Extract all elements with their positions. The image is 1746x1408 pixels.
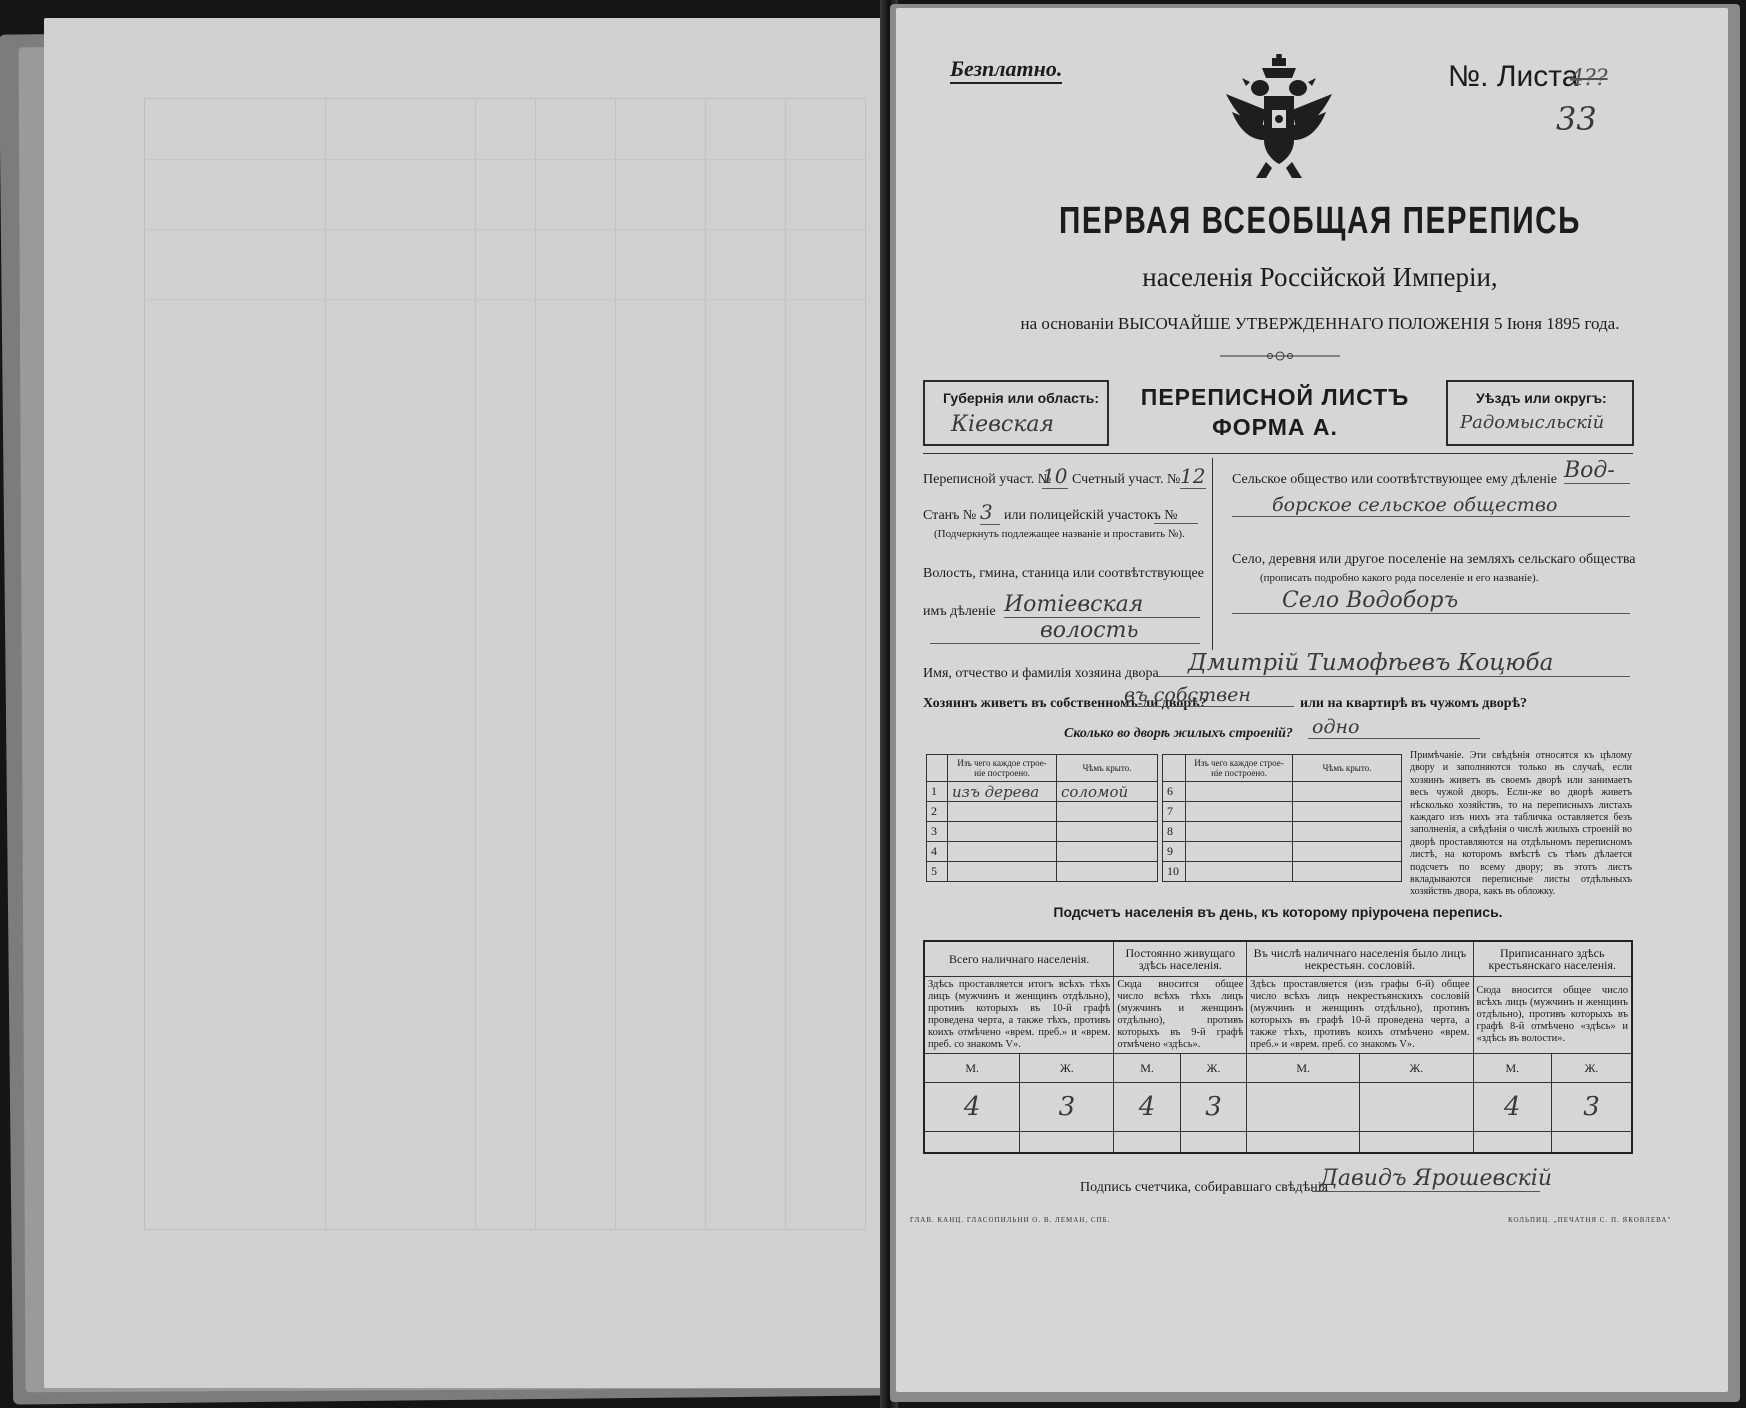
- row-number: 8: [1163, 822, 1186, 842]
- row-number: 9: [1163, 842, 1186, 862]
- population-col-desc: Здѣсь проставляется итогъ всѣхъ тѣхъ лицъ (мужчинъ и женщинъ отдѣльно), противъ которыхъ въ 10-й графѣ проведена черта, а также тѣхъ, противъ коихъ отмѣчено «врем. преб.» и «врем. преб. со знакомъ V».: [924, 977, 1114, 1054]
- col-roof: Чѣмъ крыто.: [1057, 755, 1158, 782]
- buildings-label: Сколько во дворѣ жилыхъ строеній?: [1064, 726, 1293, 741]
- female-label: Ж.: [1020, 1054, 1114, 1083]
- male-count: 4: [1114, 1083, 1180, 1132]
- sheet-number-crossed: 4??: [1570, 66, 1608, 91]
- police-note: (Подчеркнуть подлежащее названіе и проставить №).: [934, 528, 1185, 540]
- row-material: [1186, 822, 1293, 842]
- female-label: Ж.: [1552, 1054, 1632, 1083]
- form-title-line1: ПЕРЕПИСНОЙ ЛИСТЪ: [1140, 384, 1410, 410]
- female-count: 3: [1180, 1083, 1246, 1132]
- left-page-faint-grid: [144, 98, 866, 1230]
- police-value-line: [1154, 522, 1198, 524]
- gubernia-value: Кіевская: [951, 412, 1055, 437]
- male-count: [1247, 1083, 1360, 1132]
- uezd-box: [1446, 380, 1634, 446]
- count-district-label: Счетный участ. №: [1072, 472, 1181, 487]
- page-subtitle: населенія Россійской Имперіи,: [1142, 262, 1498, 292]
- owner-name-label: Имя, отчество и фамилія хозяина двора: [923, 666, 1159, 681]
- row-material: [948, 802, 1057, 822]
- row-number: 4: [927, 842, 948, 862]
- row-material: [948, 822, 1057, 842]
- census-district-value: 10: [1042, 464, 1068, 488]
- free-label: Безплатно.: [950, 56, 1062, 84]
- male-label: М.: [1247, 1054, 1360, 1083]
- volost-value-line1: Иотіевская: [1004, 592, 1200, 618]
- female-count: 3: [1020, 1083, 1114, 1132]
- row-material: [948, 842, 1057, 862]
- blank-cell: [1552, 1132, 1632, 1154]
- buildings-row: [1163, 802, 1402, 822]
- buildings-row: [927, 802, 1158, 822]
- buildings-row: [927, 862, 1158, 882]
- row-number: 6: [1163, 782, 1186, 802]
- row-material: [1186, 802, 1293, 822]
- population-col-header: Постоянно живущаго здѣсь населенія.: [1114, 941, 1247, 977]
- population-col-desc: Сюда вносится общее число всѣхъ лицъ (мужчинъ и женщинъ отдѣльно), противъ которыхъ въ графѣ 8-й отмѣчено «здѣсь» и «здѣсь въ волости».: [1473, 977, 1632, 1054]
- buildings-value: одно: [1308, 716, 1480, 739]
- population-col-desc: Сюда вносится общее число всѣхъ тѣхъ лицъ (мужчинъ и женщинъ отдѣльно), противъ которыхъ въ 9-й графѣ отмѣчено «здѣсь».: [1114, 977, 1247, 1054]
- police-label: или полицейскій участокъ №: [1004, 508, 1178, 523]
- buildings-table-left: [926, 754, 1158, 882]
- female-count: [1360, 1083, 1473, 1132]
- population-col-desc: Здѣсь проставляется (изъ графы 6-й) общее число всѣхъ лицъ некрестьянскихъ сословій (мужчинъ и женщинъ отдѣльно), противъ которыхъ въ графѣ 10-й проведена черта, а также тѣхъ, противъ коихъ отмѣчено «врем. преб.» и «врем. преб. со знакомъ V».: [1247, 977, 1473, 1054]
- row-material: [1186, 862, 1293, 882]
- stan-label: Станъ №: [923, 508, 977, 523]
- row-roof: [1293, 782, 1402, 802]
- male-label: М.: [1114, 1054, 1180, 1083]
- row-material: [948, 862, 1057, 882]
- owner-name-value: Дмитрій Тимофѣевъ Коцюба: [1158, 650, 1630, 677]
- blank-cell: [924, 1132, 1020, 1154]
- buildings-row: [1163, 842, 1402, 862]
- row-material: [1186, 782, 1293, 802]
- population-col-header: Приписаннаго здѣсь крестьянскаго населенія.: [1473, 941, 1632, 977]
- count-district-value: 12: [1180, 464, 1206, 488]
- blank-cell: [1247, 1132, 1360, 1154]
- row-material: изъ дерева: [948, 782, 1057, 802]
- row-number: 2: [927, 802, 948, 822]
- rural-society-value-line1: Вод-: [1564, 458, 1630, 484]
- row-number: 1: [927, 782, 948, 802]
- rural-society-value-line2: борское сельское общество: [1232, 494, 1630, 517]
- row-roof: [1057, 802, 1158, 822]
- signature-label: Подпись счетчика, собиравшаго свѣдѣнія: [1080, 1180, 1329, 1195]
- owner-lives-value: въ собствен: [1124, 684, 1294, 707]
- col-material: Изъ чего каждое строе-ніе построено.: [948, 755, 1057, 782]
- gubernia-label: Губернія или область:: [943, 390, 1100, 406]
- buildings-row: [1163, 822, 1402, 842]
- blank-cell: [1020, 1132, 1114, 1154]
- row-material: [1186, 842, 1293, 862]
- blank-cell: [1360, 1132, 1473, 1154]
- form-title: [1100, 382, 1450, 442]
- gubernia-box: [923, 380, 1109, 446]
- male-count: 4: [1473, 1083, 1552, 1132]
- col-roof: Чѣмъ крыто.: [1293, 755, 1402, 782]
- uezd-value: Радомысльскій: [1460, 412, 1605, 433]
- field-divider-h: [923, 453, 1633, 454]
- volost-value-line2: волость: [930, 618, 1200, 644]
- row-roof: [1293, 802, 1402, 822]
- buildings-row: [1163, 782, 1402, 802]
- village-value: Село Водоборъ: [1232, 588, 1630, 614]
- note-text: Примѣчаніе. Эти свѣдѣнія относятся къ цѣлому двору и заполняются только въ случаѣ, если хозяинъ живетъ въ своемъ дворѣ или занимаетъ весь чужой дворъ. Если-же во дворѣ живетъ нѣсколько хозяйствъ, то на переписныхъ листахъ каждаго изъ нихъ эта табличка оставляется безъ заполненія, а свѣдѣнія о числѣ жилыхъ строеній во дворѣ проставляются на отдѣльномъ переписномъ листѣ, на которомъ вмѣстѣ съ тѣмъ дѣлается подсчетъ по всему двору; въ этотъ листъ вкладываются переписные листы отдѣльныхъ хозяйствъ двора, какъ въ обложку.: [1410, 750, 1632, 898]
- blank-cell: [1180, 1132, 1246, 1154]
- signature-value: Давидъ Ярошевскій: [1312, 1166, 1540, 1192]
- col-material: Изъ чего каждое строе-ніе построено.: [1186, 755, 1293, 782]
- printer-imprint-left: ГЛАВ. КАНЦ. ГЛАСОПИЛЬНИ О. В. ЛЕМАН, СПБ.: [910, 1216, 1111, 1224]
- volost-label-2: имъ дѣленіе: [923, 604, 996, 619]
- village-label: Село, деревня или другое поселеніе на земляхъ сельскаго общества: [1232, 552, 1636, 567]
- row-roof: [1057, 862, 1158, 882]
- left-page: [44, 18, 886, 1388]
- blank-cell: [1114, 1132, 1180, 1154]
- male-label: М.: [1473, 1054, 1552, 1083]
- field-divider-v: [1212, 458, 1213, 650]
- row-number: 10: [1163, 862, 1186, 882]
- row-roof: соломой: [1057, 782, 1158, 802]
- volost-label: Волость, гмина, станица или соотвѣтствующее: [923, 566, 1204, 581]
- buildings-table-right: [1162, 754, 1402, 882]
- page-title: ПЕРВАЯ ВСЕОБЩАЯ ПЕРЕПИСЬ: [1058, 200, 1582, 242]
- male-count: 4: [924, 1083, 1020, 1132]
- rural-society-label: Сельское общество или соотвѣтствующее ему дѣленіе: [1232, 472, 1557, 487]
- printer-imprint-right: КОЛЬПИЦ. „ПЕЧАТНЯ С. П. ЯКОВЛЕВА": [1508, 1216, 1672, 1224]
- buildings-row: [1163, 862, 1402, 882]
- sheet-number-label: №. Листа: [1448, 60, 1579, 93]
- village-note: (прописать подробно какого рода поселеніе и его названіе).: [1260, 572, 1539, 584]
- row-number: 5: [927, 862, 948, 882]
- blank-cell: [1473, 1132, 1552, 1154]
- row-roof: [1057, 842, 1158, 862]
- buildings-row: [927, 842, 1158, 862]
- sheet-number-value: 33: [1556, 100, 1597, 138]
- row-roof: [1293, 822, 1402, 842]
- uezd-label: Уѣздъ или округъ:: [1476, 390, 1607, 406]
- population-title: Подсчетъ населенія въ день, къ которому пріурочена перепись.: [1053, 904, 1503, 920]
- row-roof: [1057, 822, 1158, 842]
- owner-lives-alt: или на квартирѣ въ чужомъ дворѣ?: [1300, 696, 1527, 711]
- row-roof: [1293, 862, 1402, 882]
- population-col-header: Въ числѣ наличнаго населенія было лицъ некрестьян. сословій.: [1247, 941, 1473, 977]
- census-district-label: Переписной участ. №: [923, 472, 1052, 487]
- form-title-line2: ФОРМА А.: [1212, 414, 1338, 440]
- row-number: 3: [927, 822, 948, 842]
- female-label: Ж.: [1360, 1054, 1473, 1083]
- male-label: М.: [924, 1054, 1020, 1083]
- female-count: 3: [1552, 1083, 1632, 1132]
- row-number: 7: [1163, 802, 1186, 822]
- buildings-row: [927, 822, 1158, 842]
- owner-lives-label: Хозяинъ живетъ въ собственномъ-ли дворѣ?: [923, 696, 1207, 711]
- stan-value: 3: [980, 500, 1000, 525]
- row-roof: [1293, 842, 1402, 862]
- population-table: [923, 940, 1633, 1154]
- double-headed-eagle-icon: [1222, 54, 1336, 182]
- buildings-row: [927, 782, 1158, 802]
- legal-basis: на основаніи ВЫСОЧАЙШЕ УТВЕРЖДЕННАГО ПОЛОЖЕНІЯ 5 Іюня 1895 года.: [1020, 314, 1620, 333]
- population-col-header: Всего наличнаго населенія.: [924, 941, 1114, 977]
- female-label: Ж.: [1180, 1054, 1246, 1083]
- ornament-divider: [1220, 350, 1340, 362]
